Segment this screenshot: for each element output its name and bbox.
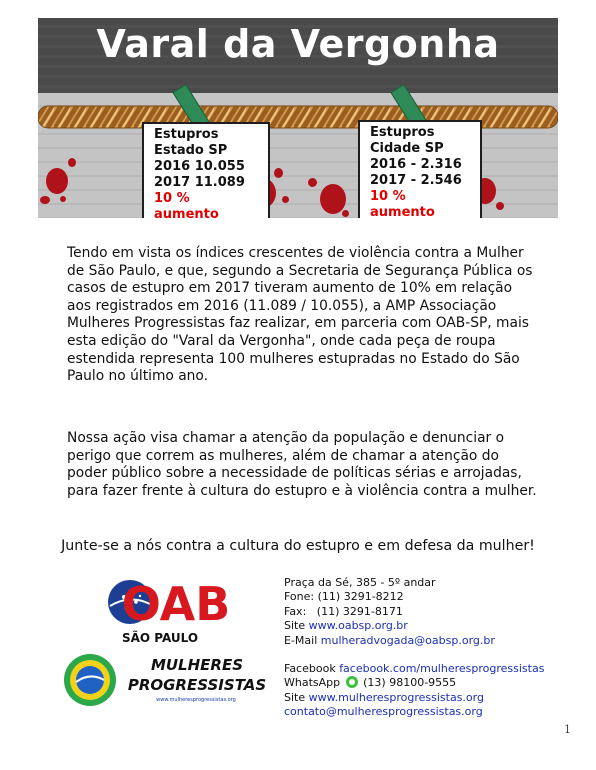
- phone-number: (11) 3291-8212: [317, 590, 404, 604]
- card-label: Estupros: [154, 127, 219, 142]
- phone-row: Fone: (11) 3291-8212: [284, 590, 404, 604]
- mp-logo-url: www.mulheresprogressistas.org: [156, 697, 236, 703]
- card-2016-value: 2016 10.055: [154, 159, 245, 174]
- card-increase: 10 % aumento: [154, 191, 219, 218]
- contact-email-row: [284, 705, 544, 719]
- site-row: Site www.oabsp.org.br: [284, 619, 408, 633]
- mp-line2: PROGRESSISTAS: [127, 676, 267, 694]
- stats-card-estado: [142, 122, 270, 218]
- page-number: 1: [564, 723, 571, 736]
- card-2016-value: 2016 - 2.316: [370, 157, 462, 172]
- email-link[interactable]: mulheradvogada@oabsp.org.br: [320, 633, 495, 647]
- facebook-link[interactable]: facebook.com/mulheresprogressistas: [339, 662, 545, 676]
- banner-title: Varal da Vergonha: [96, 22, 500, 66]
- blood-splatter-left: [46, 168, 68, 194]
- whatsapp-icon: [346, 676, 358, 688]
- mp-line1: MULHERES: [150, 656, 244, 674]
- oab-site-link[interactable]: www.oabsp.org.br: [308, 619, 408, 633]
- call-to-action: Junte-se a nós contra a cultura do estupro e em defesa da mulher!: [61, 538, 535, 554]
- oab-letters: OAB: [121, 577, 231, 631]
- card-region: Cidade SP: [370, 141, 444, 156]
- whatsapp-row: WhatsApp (13) 98100-9555: [284, 676, 457, 690]
- fax-row: Fax: (11) 3291-8171: [284, 604, 403, 618]
- contact-email-link[interactable]: contato@mulheresprogressistas.org: [284, 705, 483, 719]
- blood-splatter-right: [320, 184, 346, 214]
- oab-caption: SÃO PAULO: [121, 631, 199, 645]
- email-row: E-Mail mulheradvogada@oabsp.org.br: [284, 633, 495, 647]
- contact-block: [284, 576, 544, 720]
- card-2017-value: 2017 - 2.546: [370, 173, 462, 188]
- stats-card-cidade: [358, 120, 482, 218]
- intro-paragraph: Tendo em vista os índices crescentes de violência contra a Mulher de São Paulo, e que, segundo a Secretaria de Segurança Pública os casos de estupro em 2017 tiveram aumento de 10% em relação aos registrados em 2016 (11.089 / 10.055), a AMP Associação Mulheres Progressistas faz realizar, em parceria com OAB-SP, mais esta edição do "Varal da Vergonha", onde cada peça de roupa estendida representa 100 mulheres estupradas no Estado do São Paulo no último ano.: [67, 245, 533, 385]
- card-region: Estado SP: [154, 143, 228, 158]
- whatsapp-number: (13) 98100-9555: [363, 676, 457, 690]
- site2-row: Site www.mulheresprogressistas.org: [284, 690, 484, 704]
- oab-sp-logo: [106, 576, 244, 648]
- card-increase: 10 % aumento: [370, 189, 435, 218]
- facebook-row: Facebook facebook.com/mulheresprogressistas: [284, 662, 545, 676]
- mp-site-link[interactable]: www.mulheresprogressistas.org: [308, 690, 484, 704]
- card-label: Estupros: [370, 125, 435, 140]
- action-paragraph: Nossa ação visa chamar a atenção da população e denunciar o perigo que correm as mulheres, além de chamar a atenção do poder público sobre a necessidade de políticas sérias e arrojadas, para fazer frente à cultura do estupro e à violência contra a mulher.: [67, 430, 537, 499]
- address: Praça da Sé, 385 - 5º andar: [284, 576, 436, 589]
- fax-number: (11) 3291-8171: [316, 604, 403, 618]
- mp-wordmark: [122, 655, 272, 695]
- banner-image: [38, 18, 558, 218]
- card-2017-value: 2017 11.089: [154, 175, 245, 190]
